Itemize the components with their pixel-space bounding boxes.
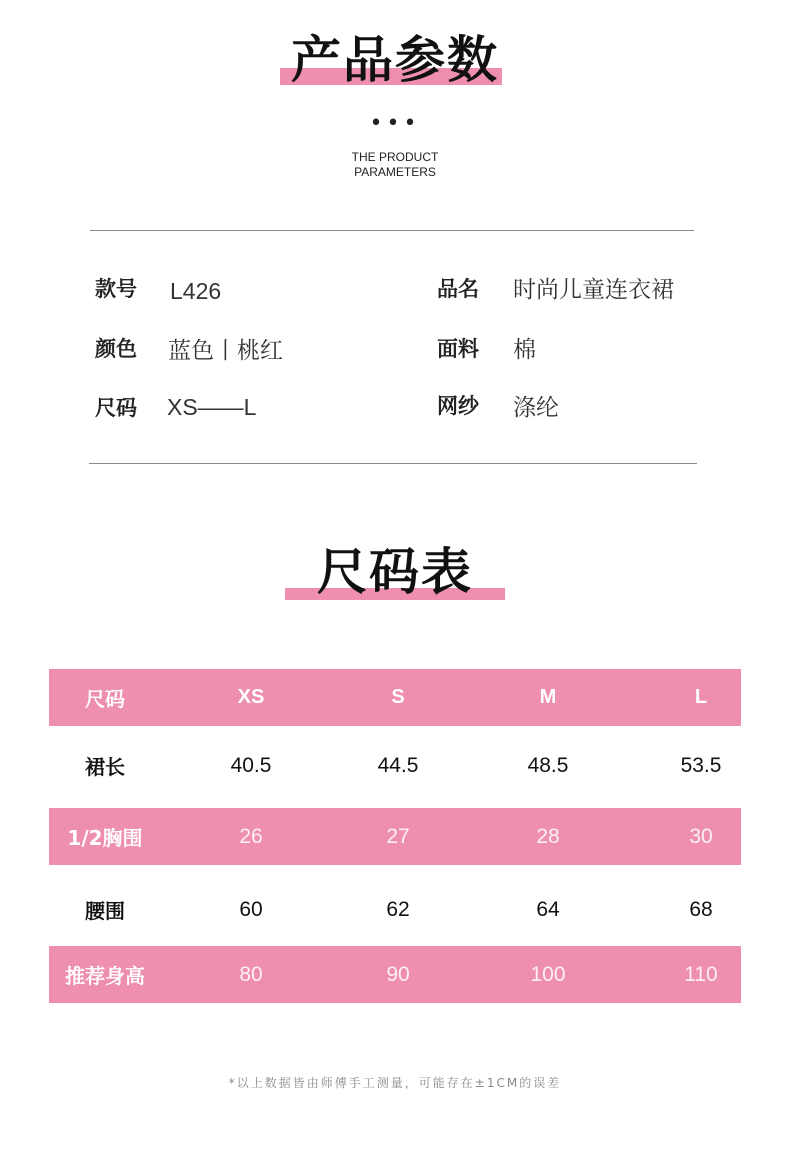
table-cell: 27 <box>386 824 410 848</box>
section-subtitle <box>0 150 790 180</box>
param-label-style-no: 款号 <box>95 277 137 301</box>
table-cell: 44.5 <box>377 753 419 777</box>
section-title-product-params: 产品参数 <box>291 31 499 89</box>
param-value-product-name: 时尚儿童连衣裙 <box>513 276 674 302</box>
table-row-half-chest <box>49 808 741 865</box>
table-cell: 80 <box>239 962 263 986</box>
param-label-product-name: 品名 <box>437 277 479 301</box>
table-cell: 68 <box>689 897 713 921</box>
table-cell: 40.5 <box>230 753 272 777</box>
row-label: 推荐身高 <box>65 964 145 988</box>
table-cell: 110 <box>684 962 718 986</box>
decorative-dots: ••• <box>369 111 421 136</box>
table-row-waist <box>49 881 741 938</box>
table-cell: 60 <box>239 897 263 921</box>
header-cell-size: 尺码 <box>85 687 125 711</box>
param-value-fabric: 棉 <box>513 336 536 362</box>
param-label-size: 尺码 <box>95 396 137 420</box>
param-label-fabric: 面料 <box>437 337 479 361</box>
param-value-color: 蓝色丨桃红 <box>168 337 283 363</box>
header-cell-m: M <box>539 686 557 708</box>
row-label: 腰围 <box>85 899 125 923</box>
divider-bottom <box>89 463 697 464</box>
param-label-mesh: 网纱 <box>437 394 479 418</box>
table-cell: 53.5 <box>680 753 722 777</box>
divider-top <box>90 230 694 231</box>
table-cell: 100 <box>530 962 566 986</box>
header-cell-s: S <box>391 686 405 708</box>
table-cell: 90 <box>386 962 410 986</box>
subtitle-line-1: THE PRODUCT <box>351 150 439 164</box>
param-value-size: XS——L <box>167 394 257 420</box>
row-label: 裙长 <box>85 755 125 779</box>
header-cell-l: L <box>694 686 708 708</box>
table-cell: 48.5 <box>527 753 569 777</box>
table-cell: 30 <box>689 824 713 848</box>
table-cell: 64 <box>536 897 560 921</box>
table-cell: 26 <box>239 824 263 848</box>
param-value-style-no: L426 <box>170 278 222 304</box>
table-row-length <box>49 737 741 794</box>
param-value-mesh: 涤纶 <box>513 394 559 420</box>
table-cell: 62 <box>386 897 410 921</box>
measurement-note: *以上数据皆由师傅手工测量，可能存在±1CM的误差 <box>228 1076 562 1090</box>
subtitle-line-2: PARAMETERS <box>354 165 436 179</box>
row-label: 1/2胸围 <box>67 826 143 850</box>
table-row-height <box>49 946 741 1003</box>
param-label-color: 颜色 <box>95 337 137 361</box>
table-cell: 28 <box>536 824 560 848</box>
section-title-size-chart: 尺码表 <box>317 543 473 601</box>
size-table-header <box>49 669 741 726</box>
header-cell-xs: XS <box>237 686 265 708</box>
